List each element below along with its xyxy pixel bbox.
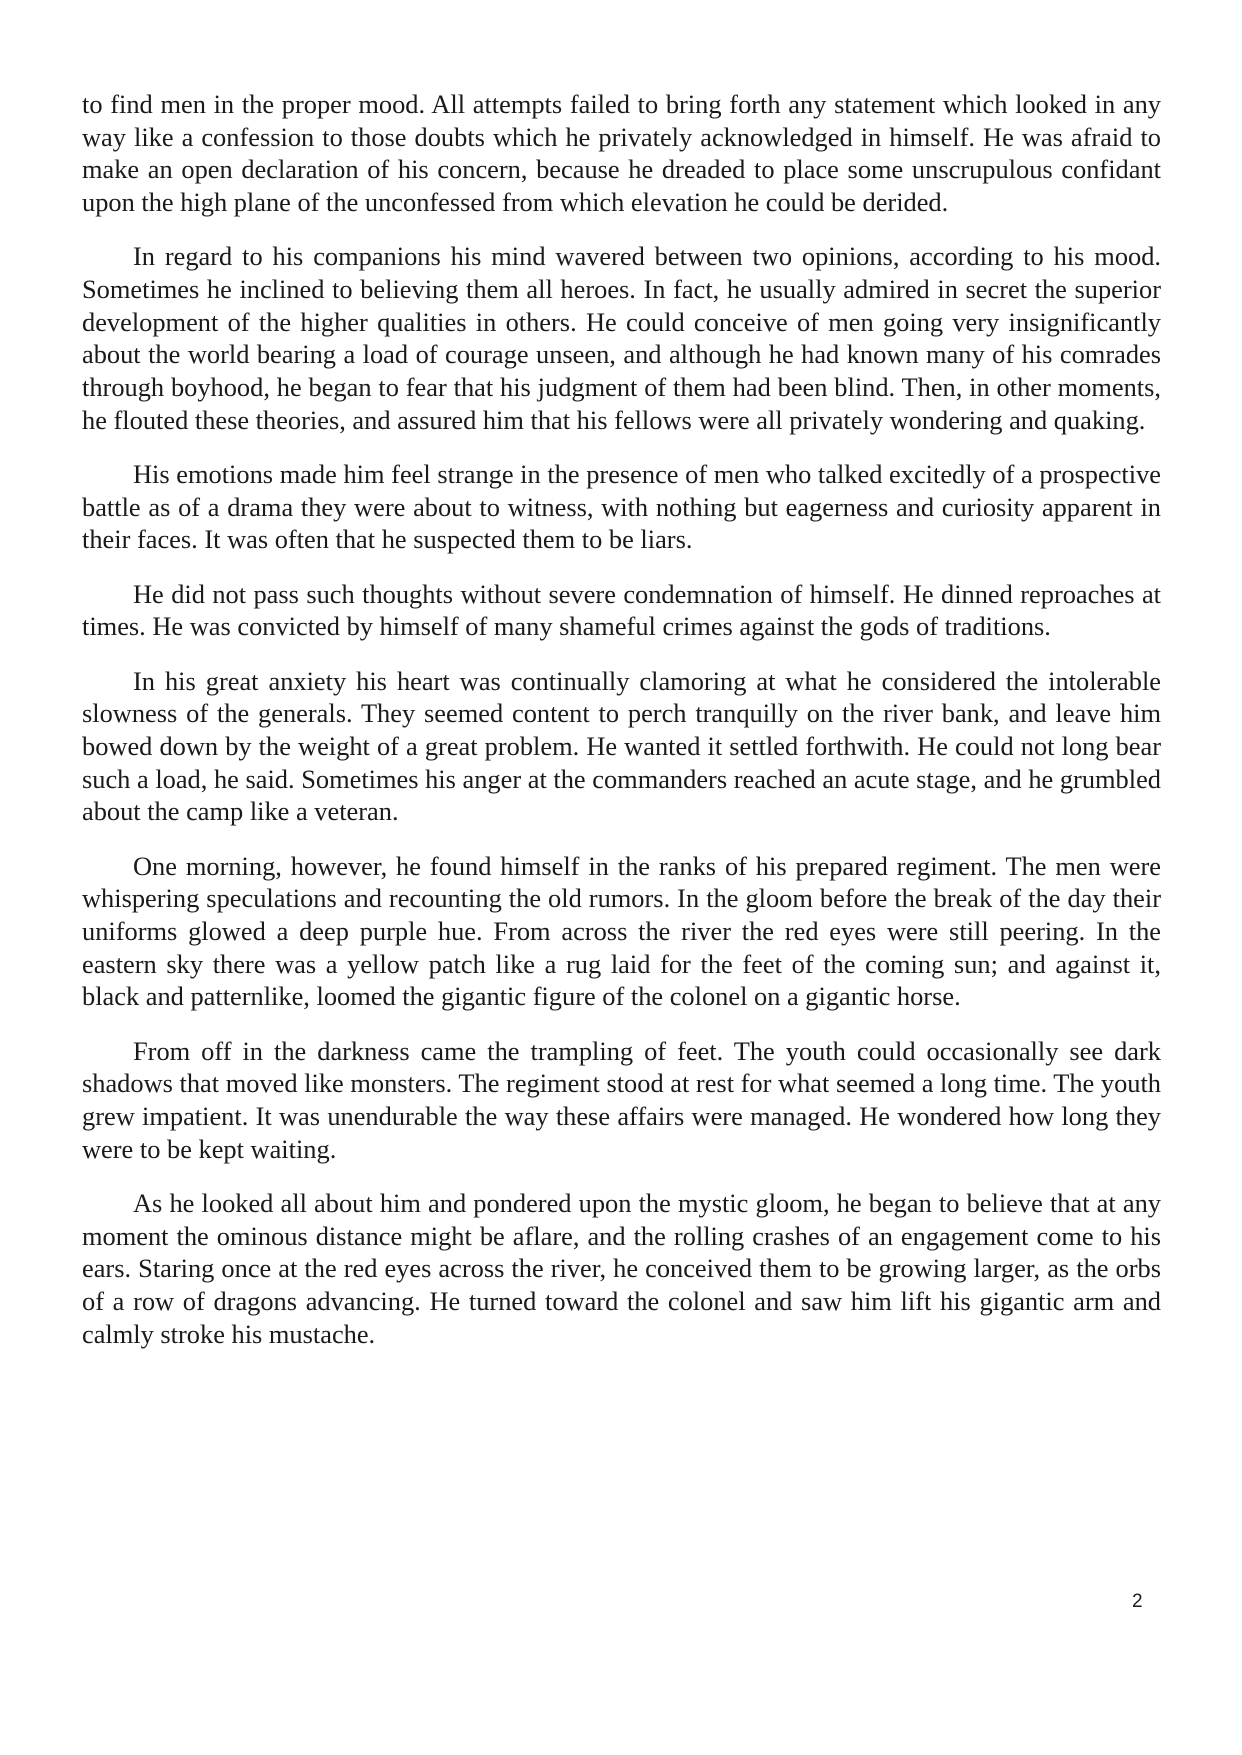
paragraph-6: One morning, however, he found himself in the ranks of his prepared regiment. The men were whispering speculations and recounting the old rumors. In the gloom before the break of the day their uniforms glowed a deep purple hue. From across the river the red eyes were still peering. In the eastern sky there was a yellow patch like a rug laid for the feet of the coming sun; and against it, black and patternlike, loomed the gigantic figure of the colonel on a gigantic horse.	[82, 850, 1161, 1012]
paragraph-8: As he looked all about him and pondered upon the mystic gloom, he began to believe that at any moment the ominous distance might be aflare, and the rolling crashes of an engagement come to his ears. Staring once at the red eyes across the river, he conceived them to be growing larger, as the orbs of a row of dragons advancing. He turned toward the colonel and saw him lift his gigantic arm and calmly stroke his mustache.	[82, 1187, 1161, 1349]
paragraph-2: In regard to his companions his mind wavered between two opinions, according to his mood. Sometimes he inclined to believing them all heroes. In fact, he usually admired in secret the superior development of the higher qualities in others. He could conceive of men going very insignificantly about the world bearing a load of courage unseen, and although he had known many of his comrades through boyhood, he began to fear that his judgment of them had been blind. Then, in other moments, he flouted these theories, and assured him that his fellows were all privately wondering and quaking.	[82, 241, 1161, 435]
page-number: 2	[1132, 1591, 1143, 1612]
body-text	[82, 88, 1161, 1372]
paragraph-3: His emotions made him feel strange in the presence of men who talked excitedly of a prospective battle as of a drama they were about to witness, with nothing but eagerness and curiosity apparent in their faces. It was often that he suspected them to be liars.	[82, 459, 1161, 555]
paragraph-1: to find men in the proper mood. All attempts failed to bring forth any statement which looked in any way like a confession to those doubts which he privately acknowledged in himself. He was afraid to make an open declaration of his concern, because he dreaded to place some unscrupulous confidant upon the high plane of the unconfessed from which elevation he could be derided.	[82, 89, 1161, 218]
paragraph-5: In his great anxiety his heart was continually clamoring at what he considered the intolerable slowness of the generals. They seemed content to perch tranquilly on the river bank, and leave him bowed down by the weight of a great problem. He wanted it settled forthwith. He could not long bear such a load, he said. Sometimes his anger at the commanders reached an acute stage, and he grumbled about the camp like a veteran.	[82, 665, 1161, 827]
paragraph-4: He did not pass such thoughts without severe condemnation of himself. He dinned reproaches at times. He was convicted by himself of many shameful crimes against the gods of traditions.	[82, 578, 1161, 642]
paragraph-7: From off in the darkness came the trampling of feet. The youth could occasionally see dark shadows that moved like monsters. The regiment stood at rest for what seemed a long time. The youth grew impatient. It was unendurable the way these affairs were managed. He wondered how long they were to be kept waiting.	[82, 1035, 1161, 1164]
